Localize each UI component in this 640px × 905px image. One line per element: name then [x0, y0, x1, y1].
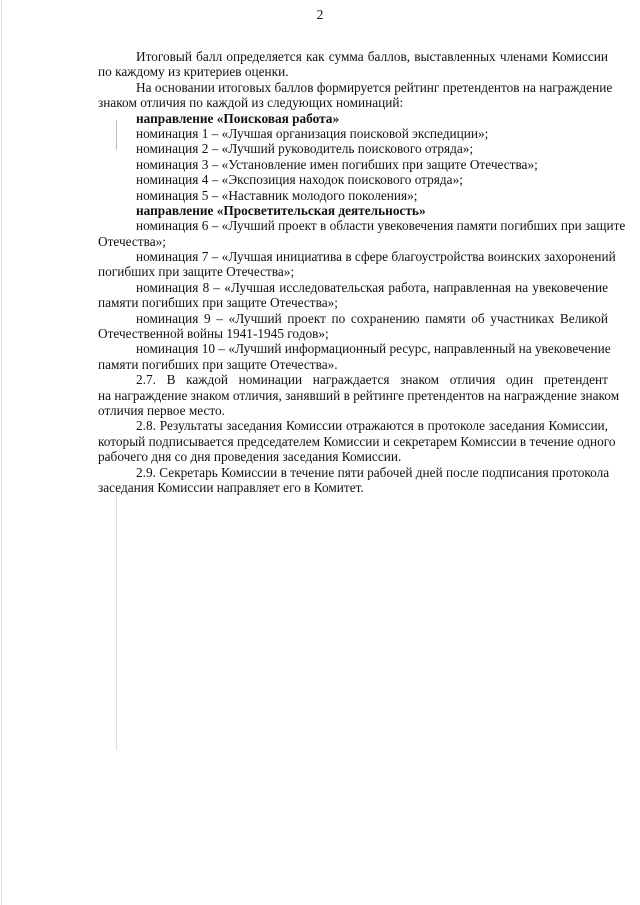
- list-item: номинация 8 – «Лучшая исследовательская работа, направленная на увековечение: [136, 279, 608, 295]
- text-line: на награждение знаком отличия, занявший в рейтинге претендентов на награждение знаком: [98, 387, 620, 403]
- list-item: номинация 3 – «Установление имен погибших при защите Отечества»;: [136, 156, 538, 172]
- text-line: который подписывается председателем Комиссии и секретарем Комиссии в течение одного: [98, 433, 616, 449]
- text-line: На основании итоговых баллов формируется рейтинг претендентов на награждение: [136, 79, 613, 95]
- list-item-cont: Отечества»;: [98, 233, 166, 249]
- text-line: 2.7. В каждой номинации награждается знаком отличия один претендент: [136, 372, 608, 388]
- text-line: 2.9. Секретарь Комиссии в течение пяти рабочей дней после подписания протокола: [136, 464, 610, 480]
- list-item: номинация 5 – «Наставник молодого поколения»;: [136, 187, 418, 203]
- text-line: рабочего дня со дня проведения заседания Комиссии.: [98, 449, 402, 465]
- list-item: номинация 4 – «Экспозиция находок поискового отряда»;: [136, 172, 463, 188]
- list-item: номинация 9 – «Лучший проект по сохранению памяти об участниках Великой: [136, 310, 608, 326]
- list-item: номинация 7 – «Лучшая инициатива в сфере благоустройства воинских захоронений: [136, 249, 616, 265]
- list-item: номинация 10 – «Лучший информационный ресурс, направленный на увековечение: [136, 341, 611, 357]
- text-line: заседания Комиссии направляет его в Комитет.: [98, 479, 364, 495]
- list-item-cont: памяти погибших при защите Отечества».: [98, 356, 338, 372]
- text-line: отличия первое место.: [98, 402, 225, 418]
- section-heading: направление «Просветительская деятельность»: [136, 202, 426, 218]
- list-item-cont: Отечественной войны 1941-1945 годов»;: [98, 326, 329, 342]
- list-item: номинация 6 – «Лучший проект в области увековечения памяти погибших при защите: [136, 218, 626, 234]
- section-heading: направление «Поисковая работа»: [136, 110, 340, 126]
- document-body: [98, 49, 626, 495]
- text-line: по каждому из критериев оценки.: [98, 64, 289, 80]
- list-item: номинация 1 – «Лучшая организация поисковой экспедиции»;: [136, 125, 489, 141]
- text-line: 2.8. Результаты заседания Комиссии отражаются в протоколе заседания Комиссии,: [136, 418, 608, 434]
- text-line: Итоговый балл определяется как сумма баллов, выставленных членами Комиссии: [136, 49, 608, 64]
- page-number: 2: [316, 7, 324, 22]
- list-item-cont: памяти погибших при защите Отечества»;: [98, 295, 338, 311]
- scan-artifact-line: [116, 490, 117, 750]
- scan-edge-mark: [1, 0, 2, 905]
- list-item-cont: погибших при защите Отечества»;: [98, 264, 295, 280]
- list-item: номинация 2 – «Лучший руководитель поискового отряда»;: [136, 141, 474, 157]
- text-line: знаком отличия по каждой из следующих номинаций:: [98, 95, 404, 111]
